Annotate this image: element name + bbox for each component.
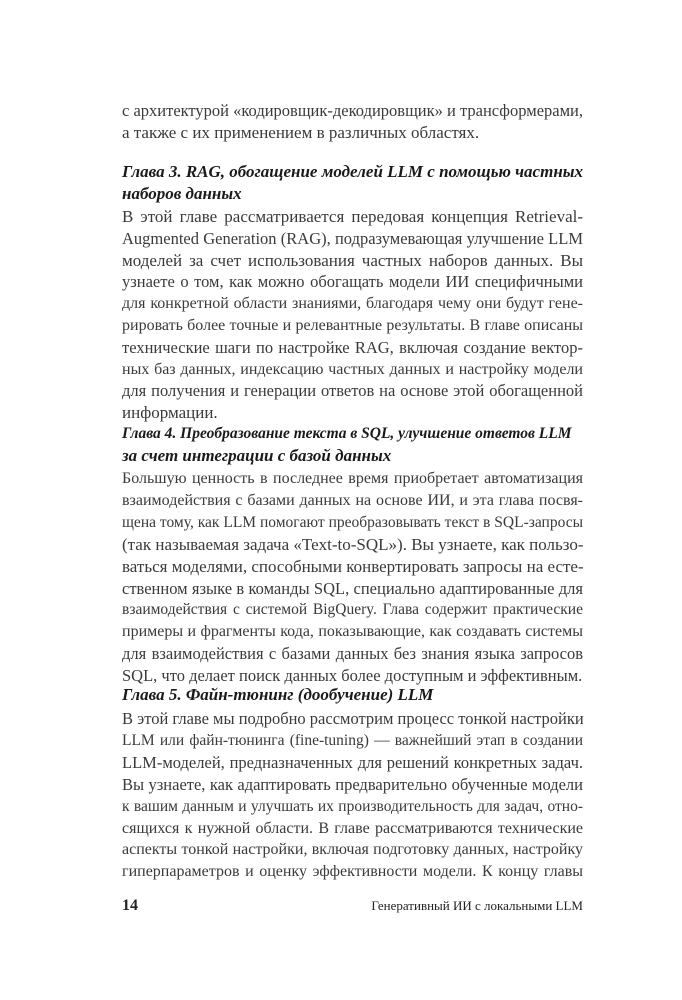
paragraph-line: примеры и фрагменты кода, показывающие, как создавать системы [122,623,583,641]
paragraph-line: сящихся к нужной области. В главе рассматриваются технические [122,819,583,837]
paragraph-line: Augmented Generation (RAG), подразумевающая улучшение LLM [122,228,583,248]
chapter-heading-line: наборов данных [122,184,242,203]
paragraph-line: (так называемая задача «Text-to-SQL»). Вы узнаете, как пользо- [122,534,584,554]
paragraph-line: взаимодействия с базами данных на основе ИИ, и эта глава посвя- [122,491,583,509]
paragraph-line: для взаимодействия с базами данных без знания языка запросов [122,644,583,664]
paragraph-line: гиперпараметров и оценку эффективности модели. К концу главы [122,863,583,881]
paragraph-line: взаимодействия с системой BigQuery. Глава содержит практические [122,601,583,619]
chapter-heading-line: Глава 3. RAG, обогащение моделей LLM с помощью частных [122,162,584,181]
paragraph-line: аспекты тонкой настройки, включая подготовку данных, настройку [122,841,583,859]
chapter-heading-line: за счет интеграции с базой данных [122,446,392,465]
paragraph-line: В этой главе мы подробно рассмотрим процесс тонкой настройки [122,709,584,728]
paragraph-line: В этой главе рассматривается передовая концепция Retrieval- [122,207,583,226]
page-number: 14 [122,897,138,914]
paragraph-line: щена тому, как LLM помогают преобразовывать текст в SQL-запросы [122,513,583,531]
paragraph-line: информации. [122,403,218,423]
paragraph-line: для получения и генерации ответов на основе этой обогащенной [122,381,583,401]
paragraph-line: технические шаги по настройке RAG, включая создание вектор- [122,337,583,357]
paragraph-line: а также с их применением в различных областях. [122,123,480,142]
paragraph-line: к вашим данным и улучшать их производительность для задач, отно- [122,797,583,815]
paragraph-line: LLM-моделей, предназначенных для решений конкретных задач. [122,752,583,772]
running-title: Генеративный ИИ с локальными LLM [371,898,583,913]
paragraph-line: SQL, что делает поиск данных более доступным и эффективным. [122,666,583,686]
paragraph-line: ственном языке в команды SQL, специально адаптированные для [122,578,583,598]
paragraph-line: ваться моделями, способными конвертировать запросы на есте- [122,556,584,576]
paragraph-line: ных баз данных, индексацию частных данных и настройку модели [122,360,583,378]
paragraph-line: Большую ценность в последнее время приобретает автоматизация [122,470,583,487]
paragraph-line: узнаете о том, как можно обогащать модели ИИ специфичными [122,272,583,292]
paragraph-line: с архитектурой «кодировщик-декодировщик» и трансформерами, [122,101,583,120]
paragraph-line: для конкретной области знаниями, благодаря чему они будут гене- [122,295,583,313]
chapter-heading-line: Глава 5. Файн-тюнинг (дообучение) LLM [122,685,434,704]
paragraph-line: моделей за счет использования частных наборов данных. Вы [122,250,583,270]
chapter-heading-line: Глава 4. Преобразование текста в SQL, улучшение ответов LLM [122,425,572,442]
paragraph-line: LLM или файн-тюнинга (fine-tuning) — важнейший этап в создании [122,731,583,749]
paragraph-line: Вы узнаете, как адаптировать предварительно обученные модели [122,774,583,794]
paragraph-line: рировать более точные и релевантные результаты. В главе описаны [122,317,583,334]
